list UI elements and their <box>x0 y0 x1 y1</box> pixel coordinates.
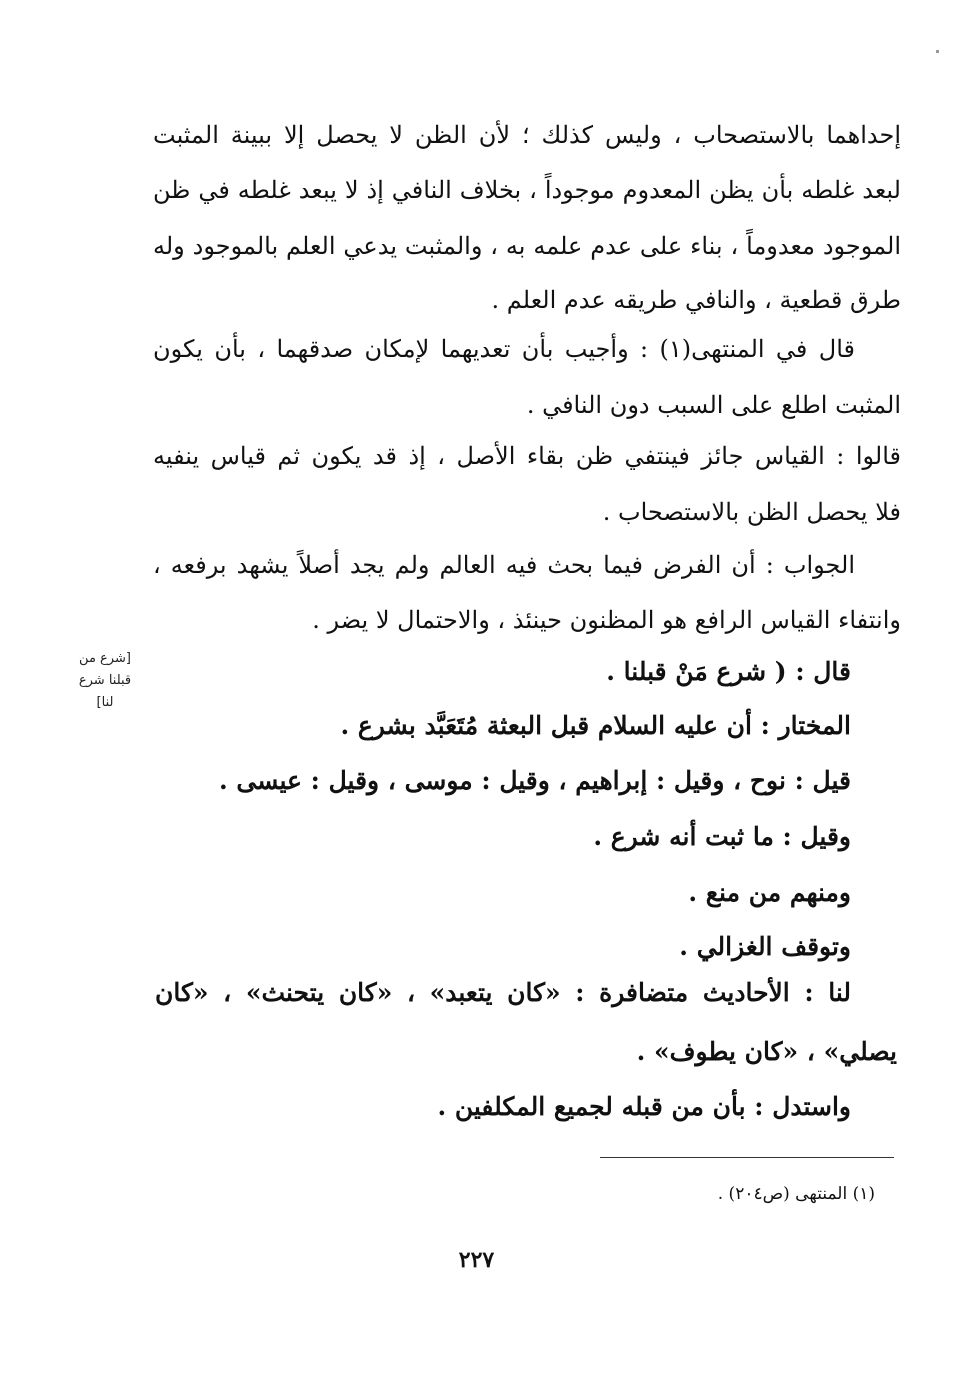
matn-line-9: واستدل : بأن من قبله لجميع المكلفين . <box>437 1092 851 1121</box>
margin-note-line-3: لنا] <box>96 695 114 710</box>
margin-note <box>65 648 145 714</box>
text-line-6: المثبت اطلع على السبب دون النافي . <box>526 391 901 419</box>
footnote-separator <box>600 1157 894 1158</box>
text-line-4: طرق قطعية ، والنافي طريقه عدم العلم . <box>491 286 901 314</box>
matn-line-6: وتوقف الغزالي . <box>679 932 851 961</box>
text-line-2: لبعد غلطه بأن يظن المعدوم موجوداً ، بخلاف النافي إذ لا يبعد غلطه في ظن <box>153 176 901 204</box>
page-number: ٢٢٧ <box>458 1247 495 1273</box>
text-line-1: إحداهما بالاستصحاب ، وليس كذلك ؛ لأن الظن لا يحصل إلا ببينة المثبت <box>153 121 901 149</box>
margin-note-line-1: [شرع من <box>79 651 131 666</box>
text-line-3: الموجود معدوماً ، بناء على عدم علمه به ، والمثبت يدعي العلم بالموجود وله <box>153 232 901 260</box>
margin-note-line-2: قبلنا شرع <box>78 673 132 688</box>
scan-mark <box>936 50 939 53</box>
text-line-5: قال في المنتهى(١) : وأجيب بأن تعديهما لإمكان صدقهما ، بأن يكون <box>153 335 855 363</box>
matn-line-5: ومنهم من منع . <box>688 878 851 907</box>
matn-line-2: المختار : أن عليه السلام قبل البعثة مُتَعَبَّد بشرع . <box>340 711 851 740</box>
text-line-10: وانتفاء القياس الرافع هو المظنون حينئذ ، والاحتمال لا يضر . <box>312 606 901 634</box>
matn-line-4: وقيل : ما ثبت أنه شرع . <box>593 822 851 851</box>
matn-line-1: قال : ( شرع مَنْ قبلنا . <box>606 657 851 686</box>
text-line-8: فلا يحصل الظن بالاستصحاب . <box>602 498 901 526</box>
matn-line-8: يصلي» ، «كان يطوف» . <box>636 1037 897 1066</box>
text-line-7: قالوا : القياس جائز فينتفي ظن بقاء الأصل ، إذ قد يكون ثم قياس ينفيه <box>153 442 901 470</box>
footnote: (١) المنتهى (ص٢٠٤) . <box>717 1184 875 1204</box>
text-line-9: الجواب : أن الفرض فيما بحث فيه العالم ولم يجد أصلاً يشهد برفعه ، <box>153 551 855 579</box>
matn-line-7: لنا : الأحاديث متضافرة : «كان يتعبد» ، «كان يتحنث» ، «كان <box>155 978 851 1007</box>
matn-line-3: قيل : نوح ، وقيل : إبراهيم ، وقيل : موسى ، وقيل : عيسى . <box>218 766 851 795</box>
